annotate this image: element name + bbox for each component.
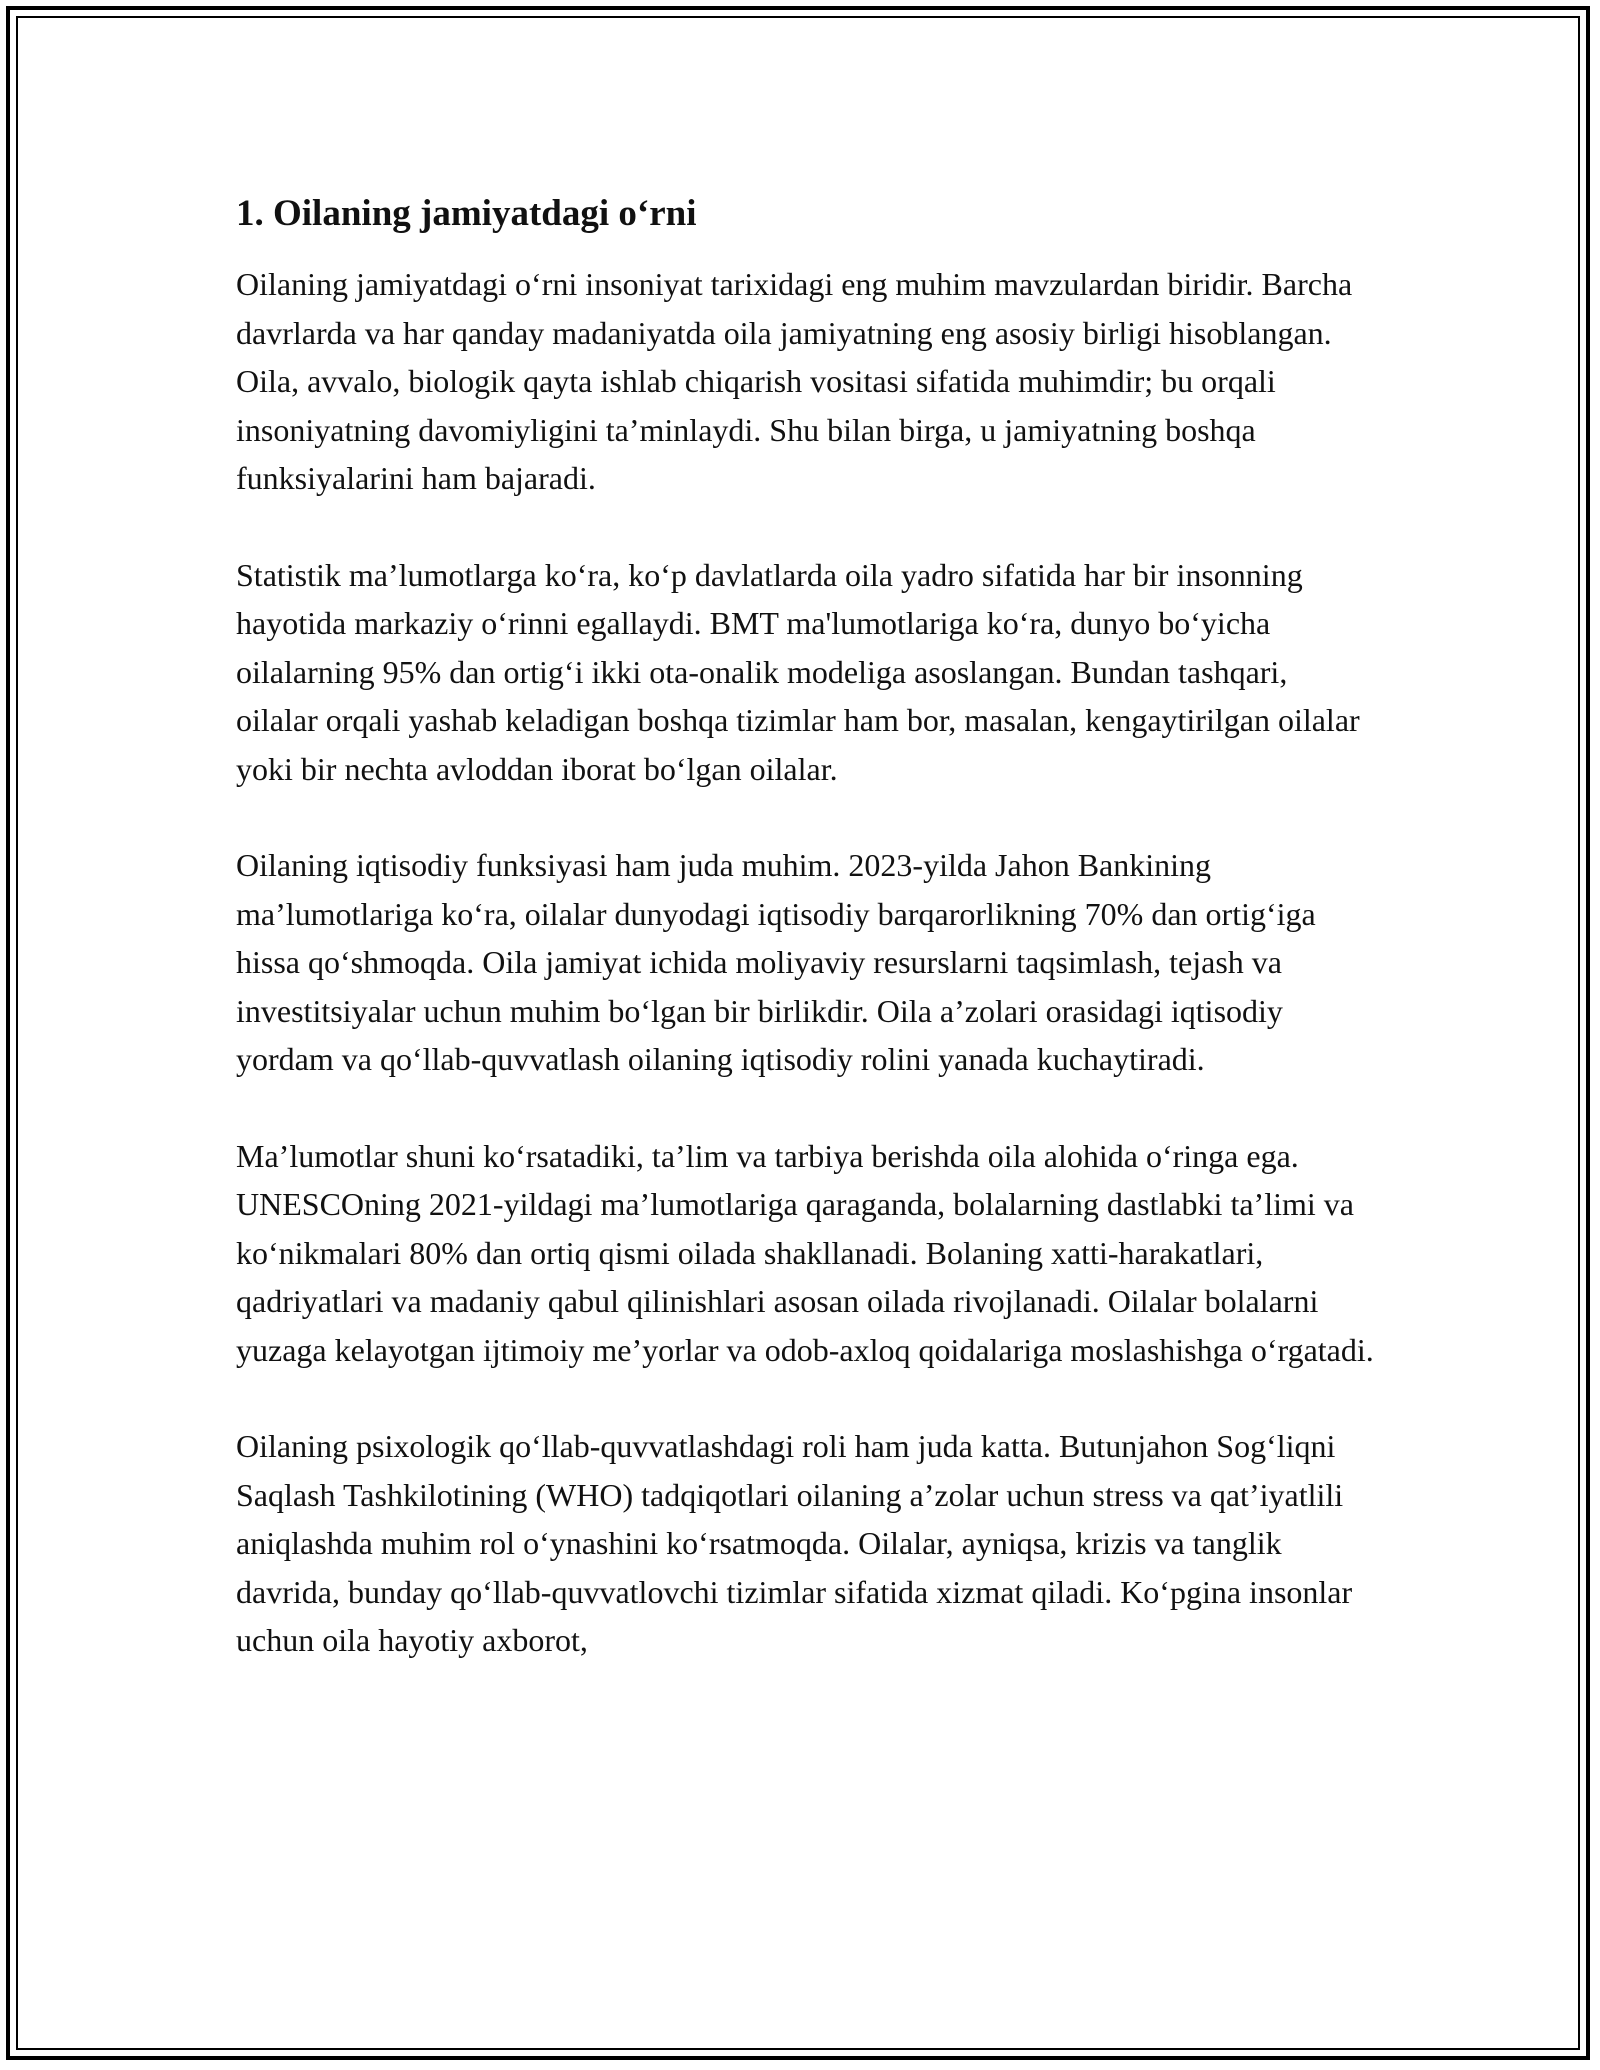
paragraph-psychological-support: Oilaning psixologik qo‘llab-quvvatlashdagi roli ham juda katta. Butunjahon Sog‘liqni Saqlash Tashkilotining (WHO) tadqiqotlari oilaning a’zolar uchun stress va qat’iyatlili aniqlashda muhim rol o‘ynashini ko‘rsatmoqda. Oilalar, ayniqsa, krizis va tanglik davrida, bunday qo‘llab-quvvatlovchi tizimlar sifatida xizmat qiladi. Ko‘pgina insonlar uchun oila hayotiy axborot, xyxy=(236,1428,1353,1658)
paragraph-economic-function: Oilaning iqtisodiy funksiyasi ham juda muhim. 2023-yilda Jahon Bankining ma’lumotlariga ko‘ra, oilalar dunyodagi iqtisodiy barqarorlikning 70% dan ortig‘iga hissa qo‘shmoqda. Oila jamiyat ichida moliyaviy resurslarni taqsimlash, tejash va investitsiyalar uchun muhim bo‘lgan bir birlikdir. Oila a’zolari orasidagi iqtisodiy yordam va qo‘llab-quvvatlash oilaning iqtisodiy rolini yanada kuchaytiradi. xyxy=(236,847,1316,1077)
paragraph-family-role: Oilaning jamiyatdagi o‘rni insoniyat tarixidagi eng muhim mavzulardan biridir. Barcha davrlarda va har qanday madaniyatda oila jamiyatning eng asosiy birligi hisoblangan. Oila, avvalo, biologik qayta ishlab chiqarish vositasi sifatida muhimdir; bu orqali insoniyatning davomiyligini ta’minlaydi. Shu bilan birga, u jamiyatning boshqa funksiyalarini ham bajaradi. xyxy=(236,266,1353,496)
section-heading: 1. Oilaning jamiyatdagi o‘rni xyxy=(236,193,697,234)
document-body xyxy=(236,190,1376,1713)
paragraph-statistics: Statistik ma’lumotlarga ko‘ra, ko‘p davlatlarda oila yadro sifatida har bir insonning hayotida markaziy o‘rinni egallaydi. BMT ma'lumotlariga ko‘ra, dunyo bo‘yicha oilalarning 95% dan ortig‘i ikki ota-onalik modeliga asoslangan. Bundan tashqari, oilalar orqali yashab keladigan boshqa tizimlar ham bor, masalan, kengaytirilgan oilalar yoki bir nechta avloddan iborat bo‘lgan oilalar. xyxy=(236,556,1360,787)
paragraph-education: Ma’lumotlar shuni ko‘rsatadiki, ta’lim va tarbiya berishda oila alohida o‘ringa ega. UNESCOning 2021-yildagi ma’lumotlariga qaraganda, bolalarning dastlabki ta’limi va ko‘nikmalari 80% dan ortiq qismi oilada shakllanadi. Bolaning xatti-harakatlari, qadriyatlari va madaniy qabul qilinishlari asosan oilada rivojlanadi. Oilalar bolalarni yuzaga kelayotgan ijtimoiy me’yorlar va odob-axloq qoidalariga moslashishga o‘rgatadi. xyxy=(236,1137,1374,1368)
